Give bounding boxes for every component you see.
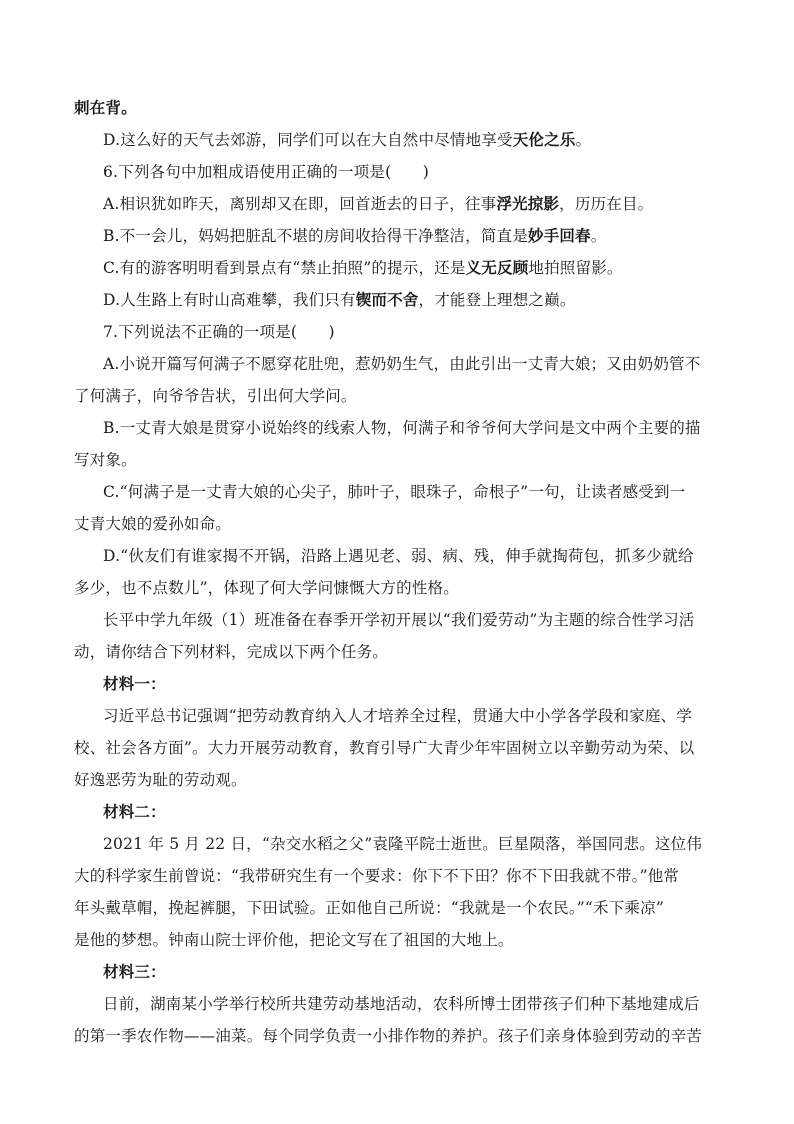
q7-option-a-line-2: 了何满子，向爷爷告状，引出何大学问。 (74, 387, 357, 405)
material-2-title: 材料二： (103, 803, 166, 821)
q6-d-text-2: ，才能登上理想之巅。 (418, 291, 576, 309)
q6-c-text-1: C.有的游客明明看到景点有“禁止拍照”的提示，还是 (103, 259, 466, 277)
q6-a-text-2: ，历历在目。 (559, 195, 654, 213)
q5-d-text-2: 。 (575, 131, 592, 149)
q6-b-text-1: B.不一会儿，妈妈把脏乱不堪的房间收拾得干净整洁，简直是 (103, 227, 528, 245)
q7-option-c-line-1: C.“何满子是一丈青大娘的心尖子，肺叶子，眼珠子，命根子”一句，让读者感受到一 (103, 483, 686, 501)
material-1-line-1: 习近平总书记强调“把劳动教育纳入人才培养全过程，贯通大中小学各学段和家庭、学 (103, 707, 693, 725)
q6-option-a (74, 188, 726, 220)
q6-c-idiom: 义无反顾 (465, 259, 529, 277)
material-3-line-1: 日前，湖南某小学举行校所共建劳动基地活动，农科所博士团带孩子们种下基地建成后 (103, 995, 700, 1013)
q6-d-idiom: 锲而不舍 (355, 291, 419, 309)
material-2-line-3: 年头戴草帽，挽起裤腿，下田试验。正如他自己所说：“我就是一个农民。”“禾下乘凉” (74, 899, 664, 917)
intro-line-2: 动，请你结合下列材料，完成以下两个任务。 (74, 643, 389, 661)
q7-option-a-line-1: A.小说开篇写何满子不愿穿花肚兜，惹奶奶生气，由此引出一丈青大娘；又由奶奶管不 (103, 355, 701, 373)
q6-b-text-2: 。 (590, 227, 607, 245)
document-page (74, 92, 726, 1052)
material-3-title: 材料三： (103, 963, 166, 981)
material-1-line-3: 好逸恶劳为耻的劳动观。 (74, 771, 247, 789)
q7-option-b-line-2: 写对象。 (74, 451, 137, 469)
q5-d-idiom: 天伦之乐 (512, 131, 576, 149)
q5-d-text-1: D.这么好的天气去郊游，同学们可以在大自然中尽情地享受 (103, 131, 513, 149)
intro-line-1: 长平中学九年级（1）班准备在春季开学初开展以“我们爱劳动”为主题的综合性学习活 (103, 611, 695, 629)
q7-option-b-line-1: B.一丈青大娘是贯穿小说始终的线索人物，何满子和爷爷何大学问是文中两个主要的描 (103, 419, 701, 437)
q6-a-idiom: 浮光掠影 (496, 195, 560, 213)
material-3-line-2: 的第一季农作物——油菜。每个同学负责一小排作物的养护。孩子们亲身体验到劳动的辛苦 (74, 1027, 703, 1045)
q6-c-text-2: 地拍照留影。 (528, 259, 623, 277)
q7-option-c-line-2: 丈青大娘的爱孙如命。 (74, 515, 232, 533)
material-1-title: 材料一： (103, 675, 166, 693)
material-2-line-2: 大的科学家生前曾说：“我带研究生有一个要求：你下不下田？你不下田我就不带。”他常 (74, 867, 680, 885)
q7-option-d-line-1: D.“伙友们有谁家揭不开锅，沿路上遇见老、弱、病、残，伸手就掏荷包，抓多少就给 (103, 547, 694, 565)
q6-stem: 6.下列各句中加粗成语使用正确的一项是( ) (103, 163, 429, 181)
q6-option-b (74, 220, 726, 252)
q7-stem: 7.下列说法不正确的一项是( ) (103, 323, 335, 341)
q6-a-text-1: A.相识犹如昨天，离别却又在即，回首逝去的日子，往事 (103, 195, 497, 213)
q6-d-text-1: D.人生路上有时山高难攀，我们只有 (103, 291, 356, 309)
material-2-line-1: 2021 年 5 月 22 日，“杂交水稻之父”袁隆平院士逝世。巨星陨落，举国同悲。这位伟 (103, 835, 703, 853)
q5-option-d (74, 124, 726, 156)
q6-option-d (74, 284, 726, 316)
q7-option-d-line-2: 多少，也不点数儿”，体现了何大学问慷慨大方的性格。 (74, 579, 459, 597)
q5-continuation: 刺在背。 (74, 99, 137, 117)
material-2-line-4: 是他的梦想。钟南山院士评价他，把论文写在了祖国的大地上。 (74, 931, 514, 949)
q6-option-c (74, 252, 726, 284)
q6-b-idiom: 妙手回春 (527, 227, 591, 245)
material-1-line-2: 校、社会各方面”。大力开展劳动教育，教育引导广大青少年牢固树立以辛勤劳动为荣、以 (74, 739, 695, 757)
